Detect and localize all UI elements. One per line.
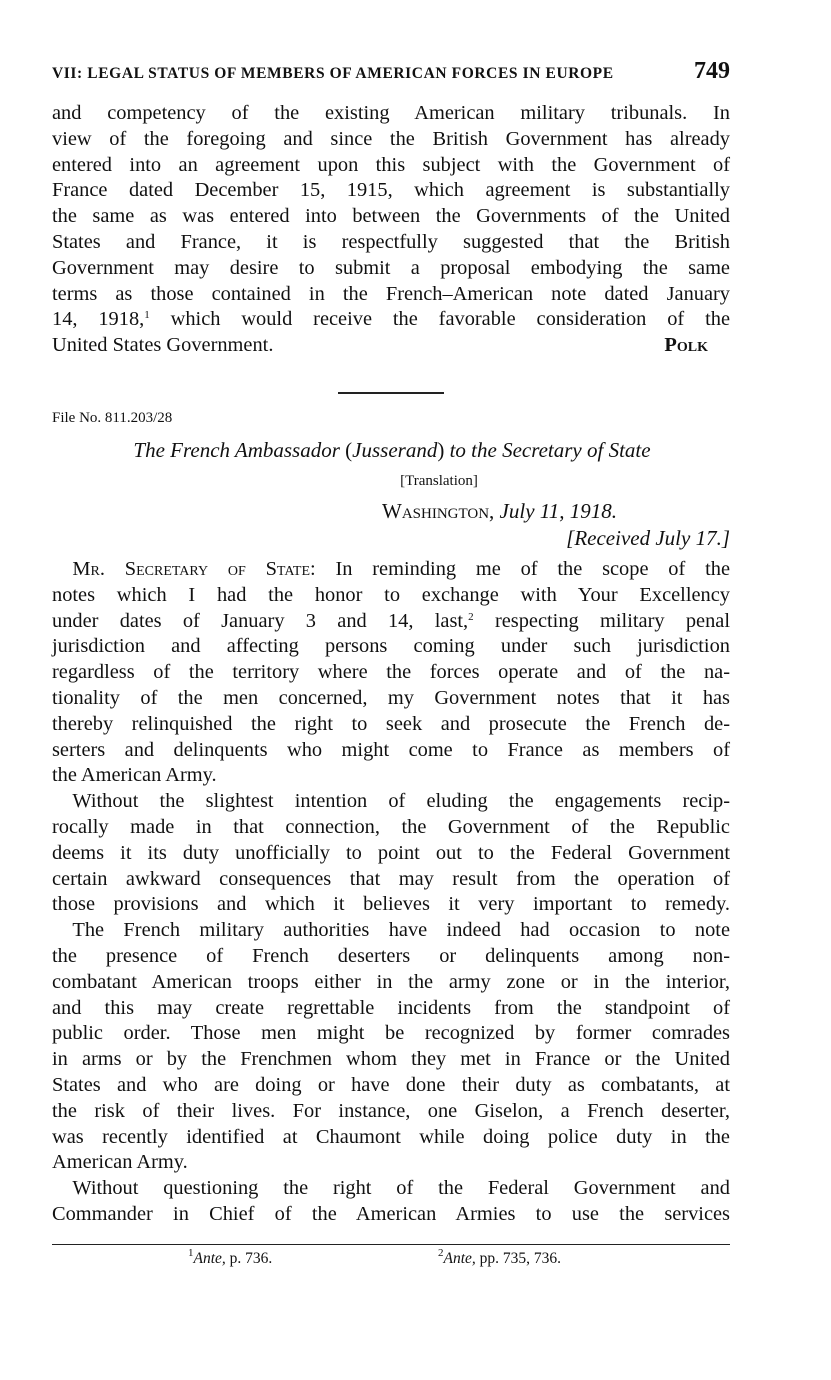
text-line: serters and delinquents who might come to France as members of [52,738,730,761]
title-paren: ( [339,438,353,462]
title-paren: ) [437,438,450,462]
text-line: Commander in Chief of the American Armies to use the services [52,1202,730,1225]
text-line [52,557,730,583]
salutation: Mr. Secretary of State: [72,558,316,580]
footnote-ref: pp. 735, 736. [475,1250,562,1267]
footnote-ante: Ante, [443,1250,476,1267]
text-fragment: respecting military penal [473,609,730,632]
text-line: entered into an agreement upon this subject with the Government of [52,153,730,176]
text-line: the same as was entered into between the Governments of the United [52,205,730,228]
running-head [52,58,730,88]
text-line: the risk of their lives. For instance, one Giselon, a French deserter, [52,1099,730,1122]
received-date: [Received July 17.] [566,526,730,550]
text-fragment: Without questioning the right of the Federal Government and [72,1177,730,1200]
text-line: terms as those contained in the French–American note dated January [52,282,730,305]
footnote-marker: 1 [188,1247,194,1259]
text-line: certain awkward consequences that may result from the operation of [52,867,730,890]
text-line: was recently identified at Chaumont while doing police duty in the [52,1125,730,1148]
text-line: view of the foregoing and since the British Government has already [52,127,730,150]
text-line [52,307,730,333]
section-divider [338,392,444,394]
text-fragment: The French military authorities have indeed had occasion to note [72,919,730,942]
text-line: United States Government. [52,334,274,357]
text-line: France dated December 15, 1915, which agreement is substantially [52,179,730,202]
text-line: thereby relinquished the right to seek and prosecute the French de- [52,712,730,735]
title-name: Jusserand [352,438,438,462]
text-line [52,609,730,635]
text-line: and this may create regrettable incidents from the standpoint of [52,996,730,1019]
text-line: in arms or by the Frenchmen whom they met in France or the United [52,1048,730,1071]
page-number: 749 [694,58,730,84]
footnote-ref: p. 736. [225,1250,273,1267]
text-line: tionality of the men concerned, my Government notes that it has [52,686,730,709]
title-part: to the Secretary of State [449,438,651,462]
text-line: combatant American troops either in the army zone or in the interior, [52,970,730,993]
footnote-2 [438,1247,562,1268]
text-line: American Army. [52,1151,188,1174]
text-line [52,789,730,815]
title-part: The French Ambassador [133,438,340,462]
dateline [382,499,617,524]
footnote-ante: Ante, [193,1250,226,1267]
running-title: VII: LEGAL STATUS OF MEMBERS OF AMERICAN FORCES IN EUROPE [52,65,614,82]
text-line: and competency of the existing American military tribunals. In [52,102,730,124]
text-line: States and France, it is respectfully suggested that the British [52,230,730,253]
text-line [52,918,730,944]
dateline-date: July 11, 1918. [499,499,617,523]
text-line: regardless of the territory where the forces operate and of the na- [52,661,730,684]
text-fragment: In reminding me of the scope of the [315,558,730,580]
text-line: the presence of French deserters or delinquents among non- [52,944,730,967]
text-line: Government may desire to submit a proposal embodying the same [52,256,730,279]
text-line: rocally made in that connection, the Government of the Republic [52,815,730,838]
text-fragment: 14, 1918, [52,308,145,331]
document-title [72,438,712,463]
footnote-marker: 1 [144,309,150,322]
signature: Polk [664,334,708,357]
signature-line [52,333,730,359]
text-line: jurisdiction and affecting persons coming under such jurisdiction [52,635,730,658]
footnote-1 [188,1247,273,1268]
translation-note: [Translation] [400,473,478,489]
text-line: deems it its duty unofficially to point out to the Federal Government [52,841,730,864]
footnote-marker: 2 [468,610,474,623]
continuation-paragraph [52,101,730,359]
text-line [52,1176,730,1202]
text-line: notes which I had the honor to exchange with Your Excellency [52,583,730,606]
text-line: States and who are doing or have done their duty as combatants, at [52,1073,730,1096]
text-line: public order. Those men might be recognized by former comrades [52,1022,730,1045]
letter-body [52,557,730,1228]
text-fragment: Without the slightest intention of eluding the engagements recip- [72,790,730,813]
footnote-rule [52,1244,730,1245]
text-line: those provisions and which it believes it very important to remedy. [52,893,730,916]
text-fragment: under dates of January 3 and 14, last, [52,609,469,632]
text-fragment: which would receive the favorable consideration of the [149,308,730,331]
file-number: File No. 811.203/28 [52,410,173,426]
text-line: the American Army. [52,764,217,787]
dateline-place: Washington, [382,499,495,523]
footnote-marker: 2 [438,1247,444,1259]
footnotes [52,1247,730,1272]
